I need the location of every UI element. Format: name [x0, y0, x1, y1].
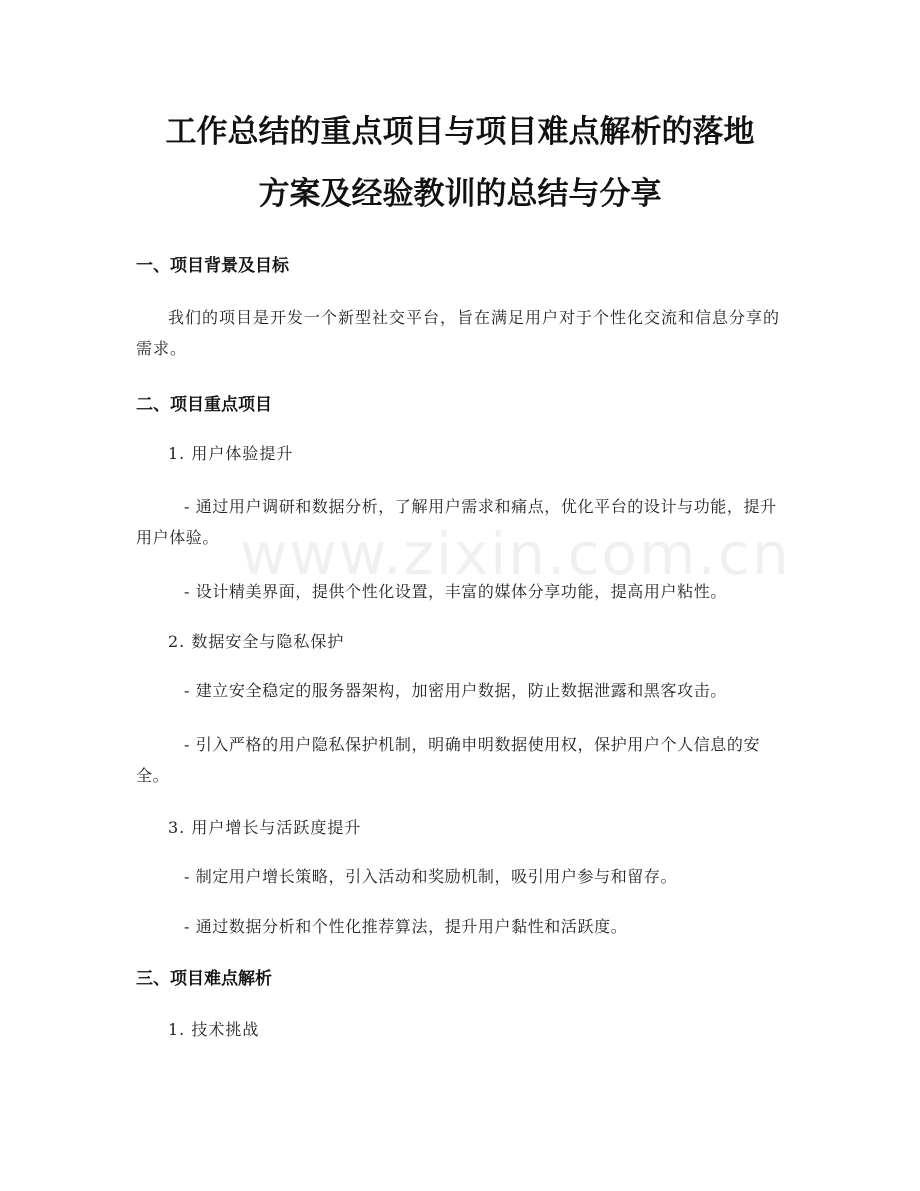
bullet-recommendation: - 通过数据分析和个性化推荐算法，提升用户黏性和活跃度。 — [184, 917, 628, 936]
document-title-line1: 工作总结的重点项目与项目难点解析的落地 — [165, 114, 755, 150]
section-paragraph-background: 我们的项目是开发一个新型社交平台，旨在满足用户对于个性化交流和信息分享的需求。 — [136, 308, 781, 358]
section-heading-background: 一、项目背景及目标 — [136, 256, 289, 276]
bullet-server-architecture: - 建立安全稳定的服务器架构，加密用户数据，防止数据泄露和黑客攻击。 — [184, 681, 727, 700]
bullet-growth-strategy: - 制定用户增长策略，引入活动和奖励机制，吸引用户参与和留存。 — [184, 867, 678, 886]
item-title-user-experience: 1. 用户体验提升 — [168, 444, 294, 463]
section-heading-key-projects: 二、项目重点项目 — [136, 395, 272, 415]
section-heading-difficulties: 三、项目难点解析 — [136, 969, 272, 989]
bullet-user-research: - 通过用户调研和数据分析，了解用户需求和痛点，优化平台的设计与功能，提升用户体验。 — [136, 497, 777, 547]
item-title-user-growth: 3. 用户增长与活跃度提升 — [168, 818, 362, 837]
bullet-privacy-mechanism: - 引入严格的用户隐私保护机制，明确申明数据使用权，保护用户个人信息的安全。 — [136, 735, 761, 785]
bullet-interface-design: - 设计精美界面，提供个性化设置，丰富的媒体分享功能，提高用户粘性。 — [184, 582, 727, 601]
item-title-technical-challenge: 1. 技术挑战 — [168, 1020, 260, 1039]
document-title-line2: 方案及经验教训的总结与分享 — [258, 176, 662, 212]
item-title-data-security: 2. 数据安全与隐私保护 — [168, 632, 345, 651]
watermark: www.zixin.com.cn — [240, 520, 791, 588]
